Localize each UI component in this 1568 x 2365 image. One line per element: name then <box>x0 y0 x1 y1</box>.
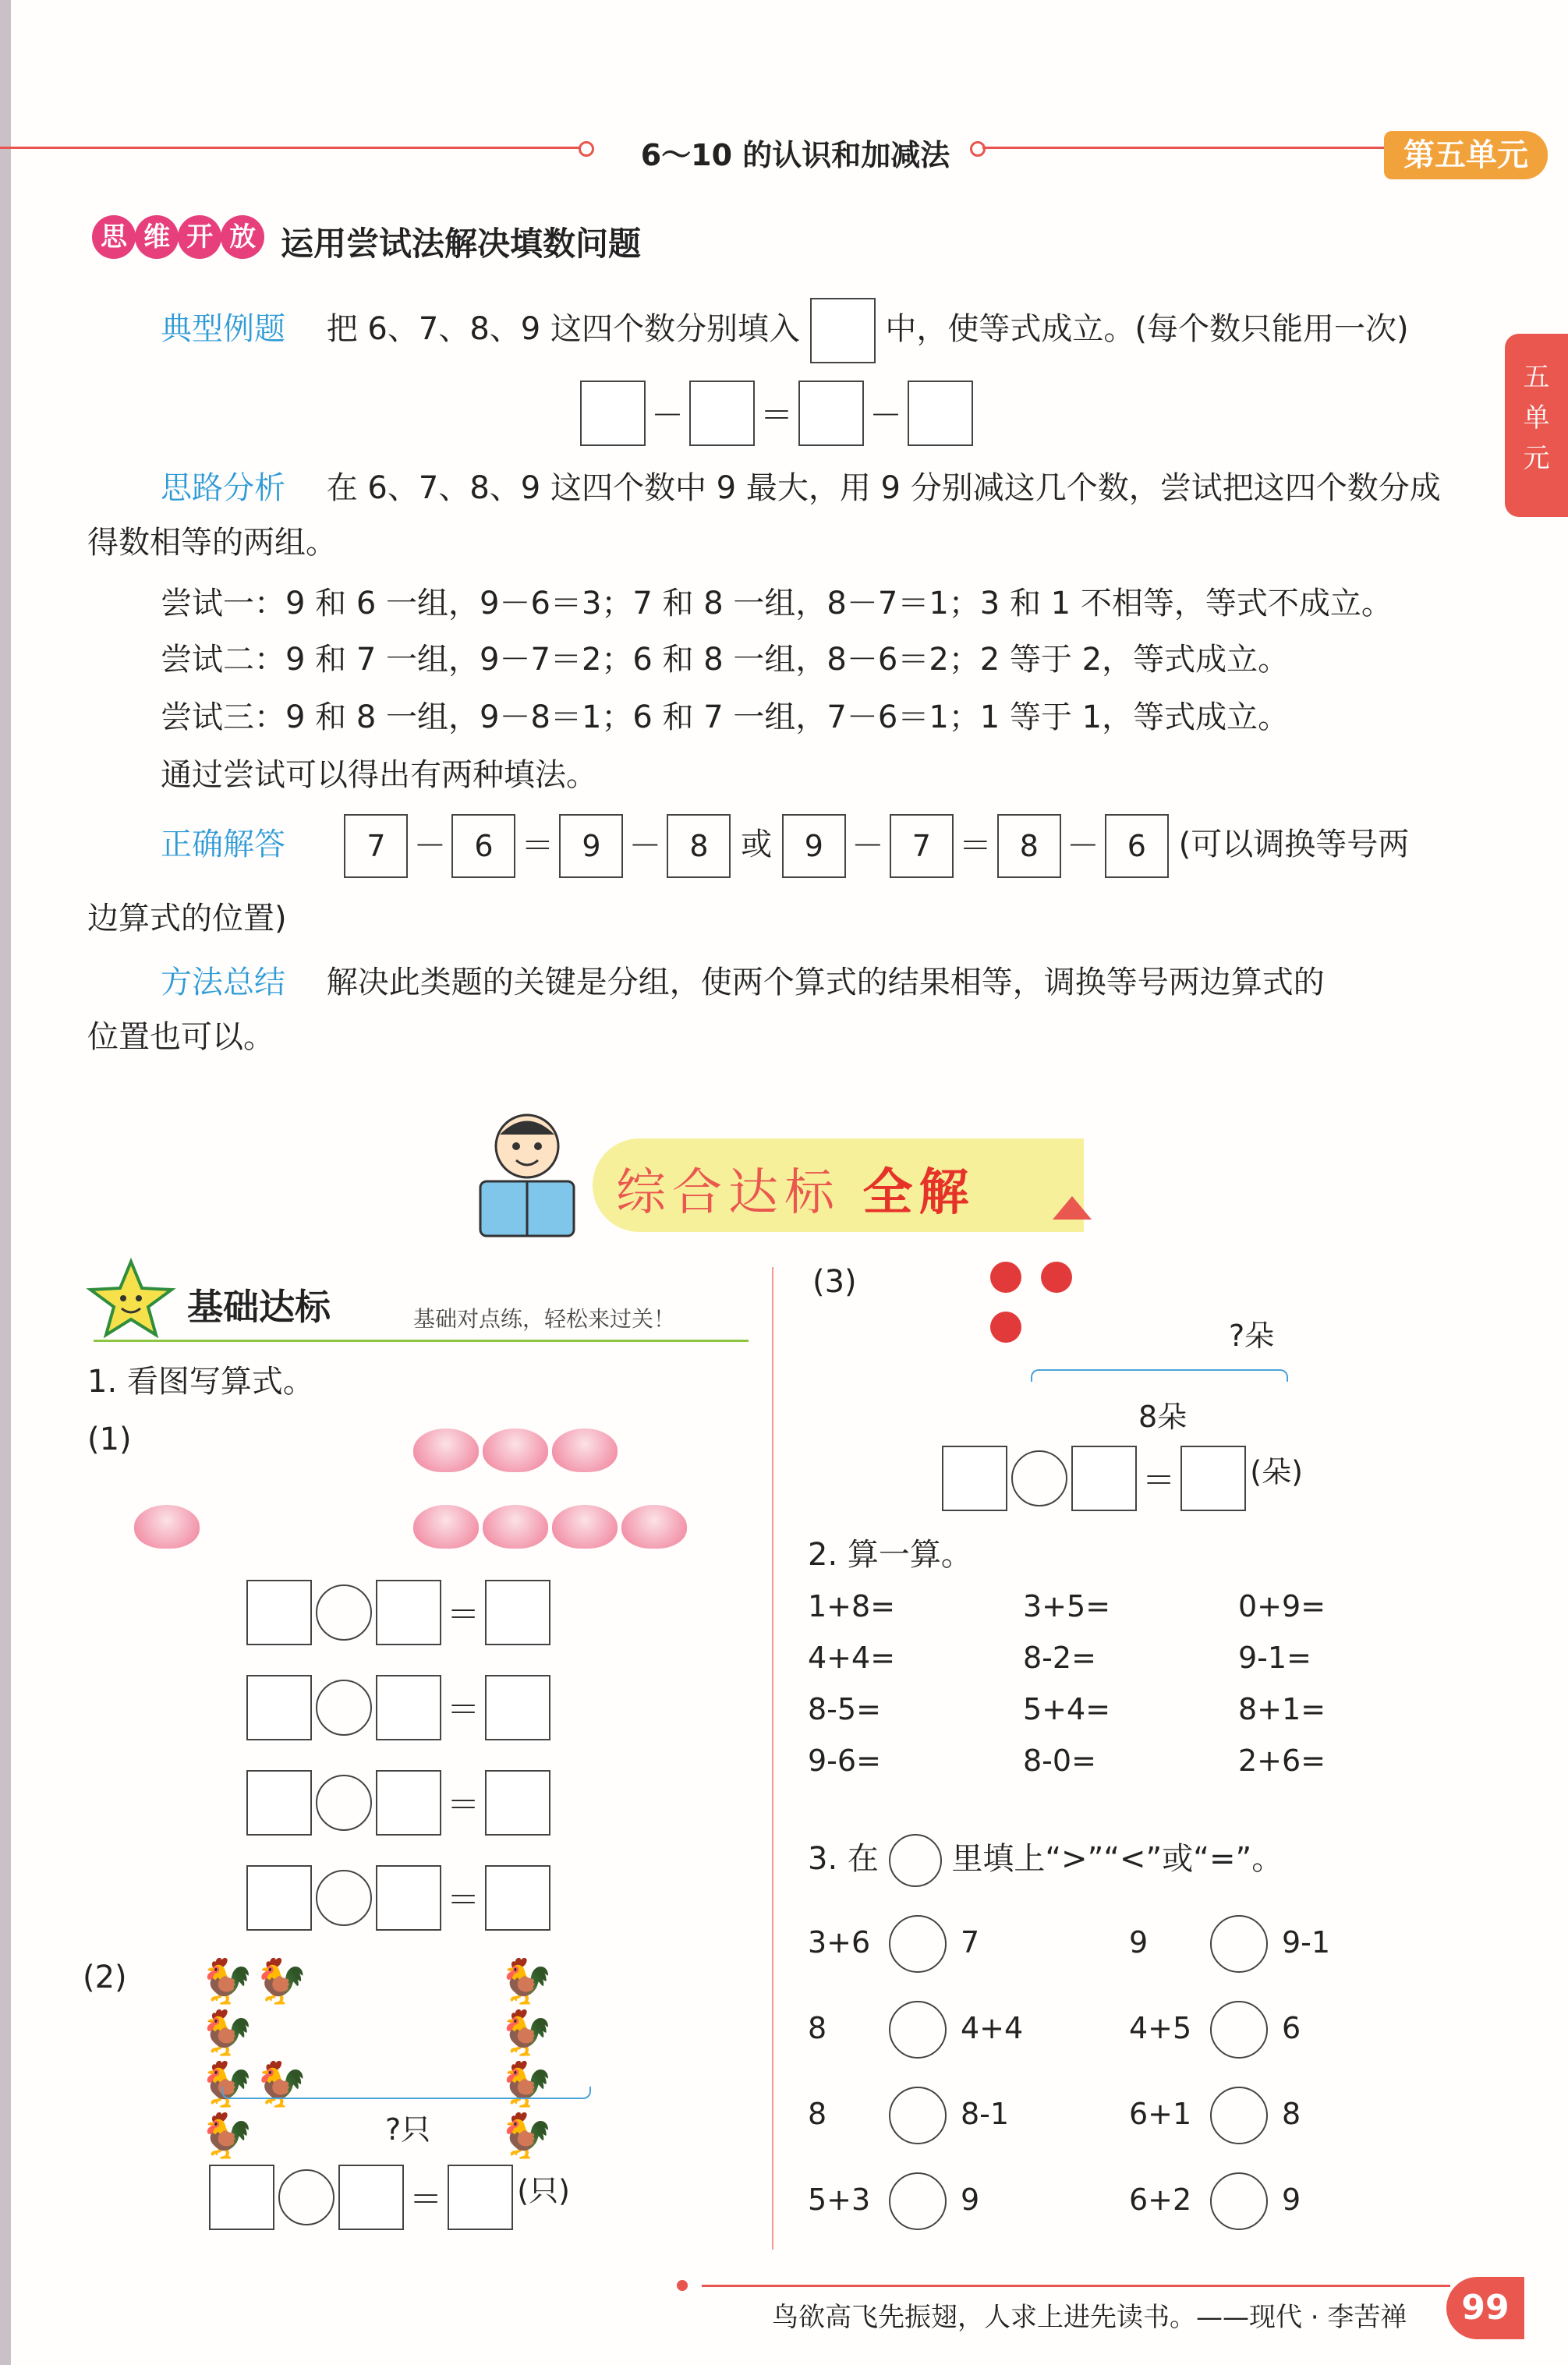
operator-circle[interactable] <box>316 1775 372 1831</box>
rose-icon <box>990 1312 1021 1343</box>
q1-title: 1. 看图写算式。 <box>87 1364 314 1400</box>
compare-item <box>808 1915 1129 1973</box>
calc-item: 8-5= <box>808 1692 881 1726</box>
blank-box[interactable] <box>485 1770 550 1836</box>
peach-icon <box>134 1505 200 1549</box>
side-tab-char: 单 <box>1523 402 1550 434</box>
tag-char: 思 <box>92 215 136 259</box>
compare-left: 6+1 <box>1129 2096 1192 2131</box>
compare-circle[interactable] <box>1210 1915 1268 1973</box>
blank-box[interactable] <box>376 1580 441 1645</box>
column-divider <box>772 1267 773 2250</box>
analysis-row <box>161 466 1486 510</box>
operator-circle[interactable] <box>278 2169 334 2225</box>
compare-item <box>808 2001 1129 2059</box>
analysis-text-b: 得数相等的两组。 <box>87 525 337 561</box>
rooster-icon: 🐓 <box>253 1956 309 2007</box>
compare-right: 9 <box>1282 2182 1301 2217</box>
compare-circle[interactable] <box>1210 2087 1268 2144</box>
rose-icon <box>990 1262 1021 1293</box>
method-text-b: 位置也可以。 <box>87 1019 274 1055</box>
equation-row <box>246 1675 550 1740</box>
rooster-icon: 🐓 <box>200 2008 254 2059</box>
peach-icon <box>552 1429 618 1472</box>
side-tab-char: 元 <box>1523 443 1550 474</box>
calc-item: 4+4= <box>808 1641 896 1675</box>
minus-sign: － <box>413 827 447 865</box>
banner-arrow-icon <box>1053 1196 1092 1220</box>
rooster-group-right <box>499 1956 593 2161</box>
compare-right: 4+4 <box>961 2010 1024 2045</box>
blank-box[interactable] <box>246 1580 312 1645</box>
flowers-question: ?朵 <box>1229 1319 1275 1353</box>
compare-left: 5+3 <box>808 2182 871 2217</box>
basics-subtitle: 基础对点练，轻松来过关！ <box>413 1306 676 1332</box>
footer-rule <box>702 2285 1450 2287</box>
compare-right: 9-1 <box>1282 1924 1331 1960</box>
equals-sign: ＝ <box>759 396 793 434</box>
equation-row <box>246 1865 550 1931</box>
equals-sign: ＝ <box>958 827 992 865</box>
banner-text-b: 全解 <box>862 1164 975 1222</box>
q1-part2-label: (2) <box>83 1960 127 1995</box>
example-equation <box>580 381 973 446</box>
rooster-icon: 🐓 <box>499 1956 554 2007</box>
conclusion: 通过尝试可以得出有两种填法。 <box>161 757 597 793</box>
compare-left: 8 <box>808 2010 827 2045</box>
rooster-icon: 🐓 <box>200 1956 254 2007</box>
flower-brace <box>1031 1369 1288 1382</box>
blank-box[interactable] <box>942 1446 1007 1511</box>
thinking-tag <box>92 215 260 259</box>
try-three: 尝试三：9 和 8 一组，9－8＝1；6 和 7 一组，7－6＝1；1 等于 1，等式成立。 <box>161 699 1290 735</box>
compare-circle[interactable] <box>1210 2172 1268 2230</box>
page-spine <box>0 0 11 2365</box>
minus-sign: － <box>628 827 662 865</box>
answer-box: 8 <box>667 814 731 878</box>
q1-part1-label: (1) <box>87 1421 132 1457</box>
footer-dot <box>677 2280 688 2291</box>
calc-item: 9-1= <box>1238 1641 1311 1675</box>
equation-row <box>246 1770 550 1836</box>
peach-single <box>134 1505 200 1552</box>
answer-box: 8 <box>997 814 1061 878</box>
minus-sign: － <box>869 396 902 434</box>
star-icon <box>84 1255 178 1341</box>
tag-char: 维 <box>135 215 179 259</box>
compare-circle[interactable] <box>889 1915 947 1973</box>
blank-box[interactable] <box>1180 1446 1246 1511</box>
method-label: 方法总结 <box>161 965 285 1000</box>
calc-item: 8+1= <box>1238 1692 1326 1726</box>
calc-item: 9-6= <box>808 1744 881 1778</box>
compare-left: 6+2 <box>1129 2182 1192 2217</box>
page-number: 99 <box>1446 2277 1524 2339</box>
answer-box: 7 <box>344 814 408 878</box>
equals-sign: ＝ <box>447 1881 480 1919</box>
rooster-icon: 🐓 <box>200 2059 254 2110</box>
example-text-a: 把 6、7、8、9 这四个数分别填入 <box>326 311 800 347</box>
q3-title-a: 3. 在 <box>808 1841 879 1877</box>
equation-row <box>246 1580 550 1645</box>
rooster-icon: 🐓 <box>499 2111 554 2161</box>
q1-part3-label: (3) <box>812 1264 857 1300</box>
reading-boy-icon <box>465 1107 597 1248</box>
side-tab <box>1505 334 1568 517</box>
compare-right: 7 <box>961 1924 980 1960</box>
blank-box[interactable] <box>689 381 755 446</box>
equals-sign: ＝ <box>447 1595 480 1634</box>
blank-box[interactable] <box>1071 1446 1137 1511</box>
example-text-b: 中，使等式成立。(每个数只能用一次) <box>885 311 1409 347</box>
compare-item <box>1129 1915 1450 1973</box>
rose-icon <box>1041 1262 1072 1293</box>
blank-box[interactable] <box>376 1770 441 1836</box>
blank-box[interactable] <box>485 1675 550 1740</box>
compare-right: 8-1 <box>961 2096 1010 2131</box>
compare-item <box>1129 2087 1450 2144</box>
try-one: 尝试一：9 和 6 一组，9－6＝3；7 和 8 一组，8－7＝1；3 和 1 不相等，等式不成立。 <box>161 586 1393 621</box>
blank-box[interactable] <box>376 1675 441 1740</box>
equals-sign: ＝ <box>447 1786 480 1824</box>
rooster-group-left <box>200 1956 356 2161</box>
rooster-brace <box>221 2087 591 2099</box>
rooster-icon: 🐓 <box>499 2008 554 2059</box>
tag-char: 开 <box>178 215 221 259</box>
basics-underline <box>94 1340 749 1342</box>
blank-box[interactable] <box>448 2165 513 2230</box>
answer-box: 6 <box>1105 814 1169 878</box>
answer-box: 7 <box>890 814 954 878</box>
operator-circle[interactable] <box>316 1584 372 1641</box>
rooster-total: ?只 <box>385 2112 431 2147</box>
calc-item: 2+6= <box>1238 1744 1326 1778</box>
blank-box[interactable] <box>485 1580 550 1645</box>
minus-sign: － <box>851 827 884 865</box>
operator-circle[interactable] <box>1011 1450 1067 1506</box>
blank-box[interactable] <box>798 381 864 446</box>
method-row <box>161 961 1525 1004</box>
equals-sign: ＝ <box>521 827 554 865</box>
q3-title <box>808 1834 1283 1887</box>
try-two: 尝试二：9 和 7 一组，9－7＝2；6 和 8 一组，8－6＝2；2 等于 2，等式成立。 <box>161 642 1290 678</box>
compare-circle[interactable] <box>889 2087 947 2144</box>
rooster-equation <box>209 2165 570 2230</box>
equals-sign: ＝ <box>409 2180 443 2218</box>
header-rule-right <box>982 147 1388 149</box>
peach-row-top <box>413 1429 618 1475</box>
peach-row-bottom <box>413 1505 687 1552</box>
analysis-label: 思路分析 <box>161 470 285 506</box>
example-label: 典型例题 <box>161 311 285 347</box>
rooster-icon: 🐓 <box>499 2059 554 2110</box>
answer-label: 正确解答 <box>161 827 285 862</box>
equals-sign: ＝ <box>447 1691 480 1729</box>
answer-box: 9 <box>559 814 623 878</box>
operator-circle[interactable] <box>316 1870 372 1926</box>
flowers-total: 8朵 <box>1138 1400 1188 1434</box>
or-word: 或 <box>741 827 773 862</box>
minus-sign: － <box>650 396 684 434</box>
peach-icon <box>483 1429 548 1472</box>
compare-item <box>1129 2001 1450 2059</box>
banner-title <box>616 1152 975 1224</box>
blank-box[interactable] <box>810 298 876 363</box>
unit-duo: (朵) <box>1250 1454 1303 1489</box>
side-tab-char: 五 <box>1523 362 1550 393</box>
blank-box[interactable] <box>908 381 973 446</box>
rooster-icon: 🐓 <box>200 2111 254 2161</box>
compare-item <box>808 2087 1129 2144</box>
header-rule-left <box>0 147 593 149</box>
blank-box[interactable] <box>209 2165 274 2230</box>
example-row <box>161 298 1486 363</box>
compare-circle[interactable] <box>889 2001 947 2059</box>
answer-row <box>161 814 1525 878</box>
analysis-text-a: 在 6、7、8、9 这四个数中 9 最大，用 9 分别减这几个数，尝试把这四个数分成 <box>326 470 1441 506</box>
calc-item: 1+8= <box>808 1589 896 1623</box>
blank-box[interactable] <box>246 1675 312 1740</box>
minus-sign: － <box>1066 827 1099 865</box>
q3-title-b: 里填上“>”“<”或“=”。 <box>951 1841 1283 1877</box>
peach-icon <box>552 1505 618 1549</box>
method-text-a: 解决此类题的关键是分组，使两个算式的结果相等，调换等号两边算式的 <box>326 965 1325 1000</box>
rooster-icon: 🐓 <box>253 2059 309 2110</box>
blank-box[interactable] <box>246 1865 312 1931</box>
blank-box[interactable] <box>376 1865 441 1931</box>
blank-box[interactable] <box>246 1770 312 1836</box>
peach-icon <box>621 1505 687 1549</box>
calc-item: 3+5= <box>1023 1589 1111 1623</box>
answer-box: 6 <box>451 814 515 878</box>
peach-icon <box>483 1505 548 1549</box>
compare-right: 6 <box>1282 2010 1301 2045</box>
footer-quote: 鸟欲高飞先振翅，人求上进先读书。——现代 · 李苦禅 <box>772 2302 1407 2333</box>
answer-tail-a: (可以调换等号两 <box>1178 827 1410 862</box>
unit-badge: 第五单元 <box>1384 131 1548 179</box>
compare-left: 9 <box>1129 1924 1149 1960</box>
tag-char: 放 <box>221 215 264 259</box>
blank-box[interactable] <box>338 2165 404 2230</box>
q2-title: 2. 算一算。 <box>808 1537 972 1573</box>
compare-item <box>1129 2172 1450 2230</box>
blank-box[interactable] <box>580 381 646 446</box>
compare-circle[interactable] <box>889 2172 947 2230</box>
calc-item: 8-0= <box>1023 1744 1096 1778</box>
chapter-title: 6～10 的认识和加减法 <box>640 138 950 172</box>
calc-item: 8-2= <box>1023 1641 1096 1675</box>
peach-icon <box>413 1505 479 1549</box>
compare-left: 4+5 <box>1129 2010 1192 2045</box>
circle-placeholder-icon <box>889 1834 942 1887</box>
unit-zhi: (只) <box>517 2173 570 2208</box>
compare-left: 3+6 <box>808 1924 871 1960</box>
compare-right: 9 <box>961 2182 980 2217</box>
answer-tail-b: 边算式的位置) <box>87 901 287 936</box>
blank-box[interactable] <box>485 1865 550 1931</box>
flower-equation <box>942 1446 1303 1511</box>
compare-item <box>808 2172 1129 2230</box>
peach-icon <box>413 1429 479 1472</box>
calc-item: 5+4= <box>1023 1692 1111 1726</box>
q2-grid <box>808 1589 1494 1778</box>
answer-box: 9 <box>782 814 846 878</box>
calc-item: 0+9= <box>1238 1589 1326 1623</box>
basics-title: 基础达标 <box>187 1286 331 1328</box>
rose-bouquet <box>990 1262 1099 1346</box>
thinking-title: 运用尝试法解决填数问题 <box>281 225 642 263</box>
header-dot-right <box>970 141 986 157</box>
compare-circle[interactable] <box>1210 2001 1268 2059</box>
compare-right: 8 <box>1282 2096 1301 2131</box>
operator-circle[interactable] <box>316 1680 372 1736</box>
banner-text-a: 综合达标 <box>616 1164 841 1222</box>
compare-left: 8 <box>808 2096 827 2131</box>
equals-sign: ＝ <box>1142 1461 1176 1499</box>
q3-grid <box>808 1915 1494 2230</box>
header-dot-left <box>579 141 594 157</box>
